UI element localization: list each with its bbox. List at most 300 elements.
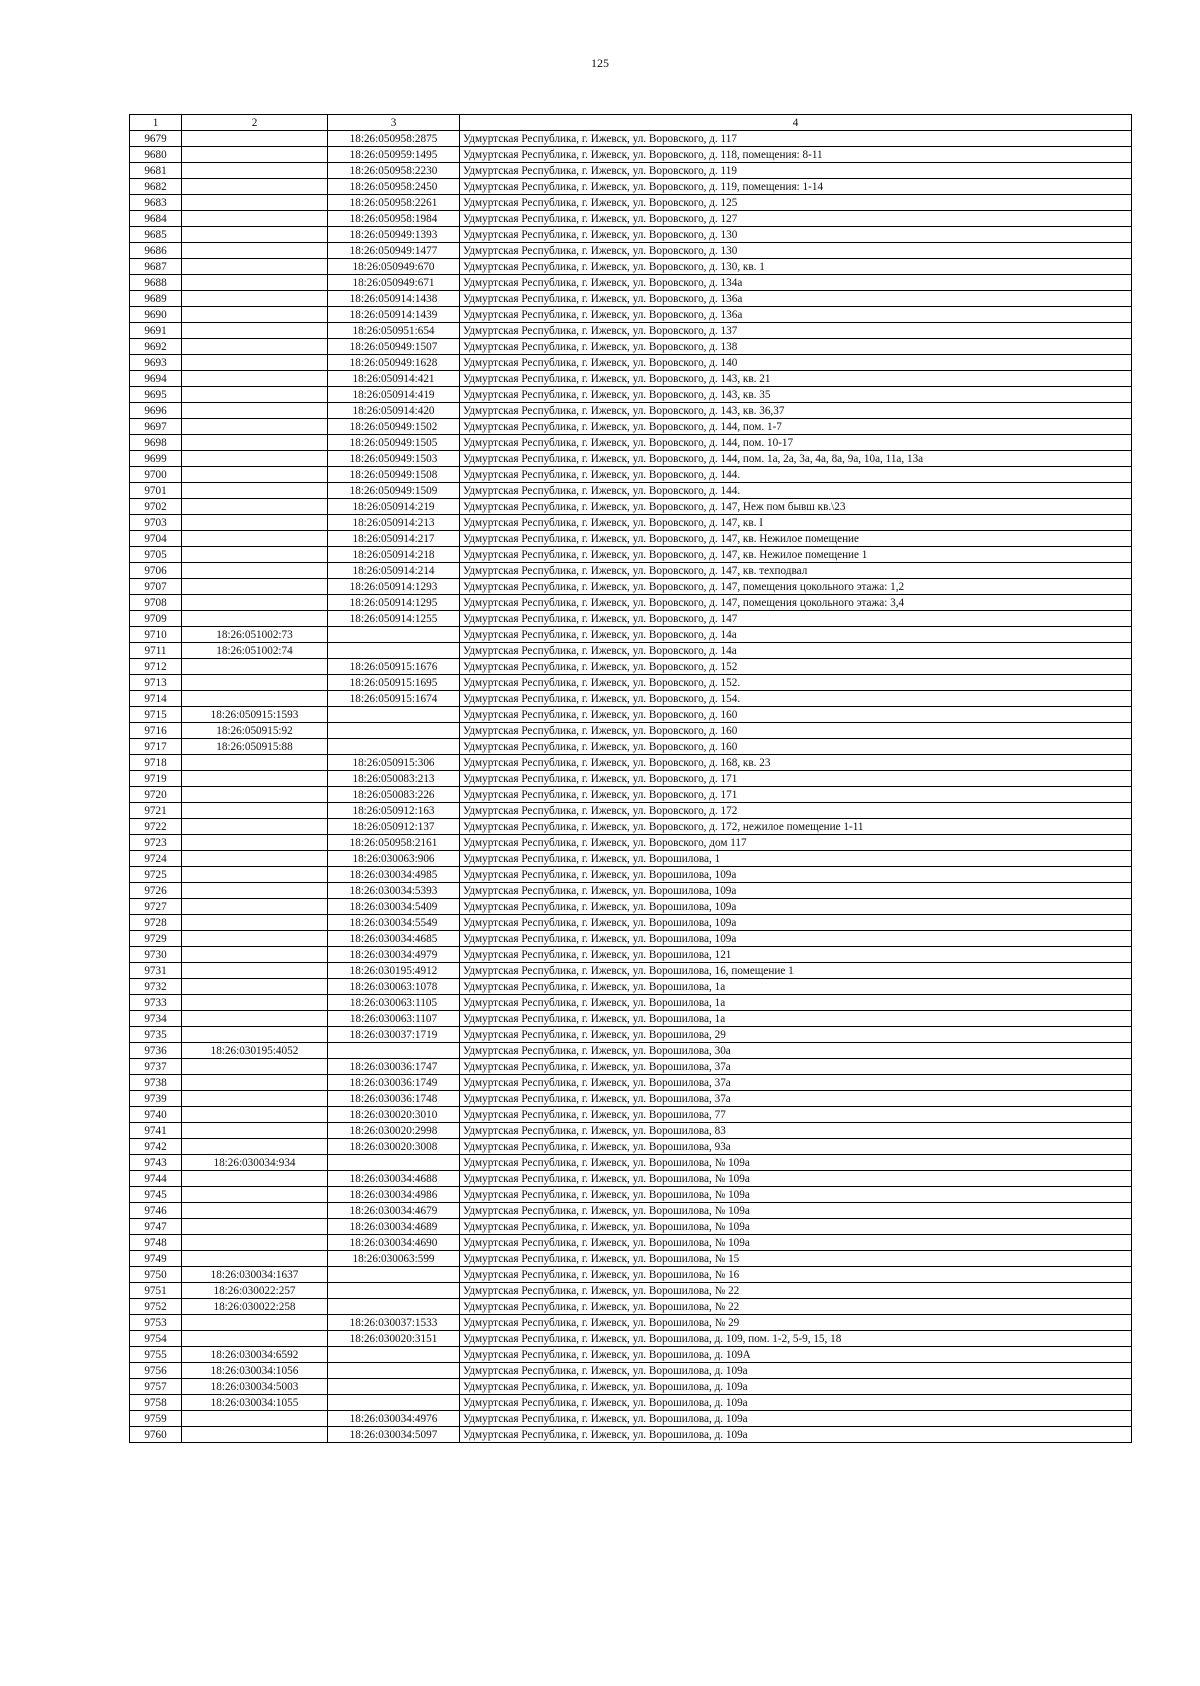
cadastral-number-col2-cell — [182, 611, 328, 627]
cadastral-number-col2-cell: 18:26:030034:5003 — [182, 1379, 328, 1395]
cadastral-number-col3-cell: 18:26:030034:5409 — [328, 899, 460, 915]
address-cell: Удмуртская Республика, г. Ижевск, ул. Ворошилова, № 22 — [460, 1299, 1132, 1315]
row-number-cell: 9734 — [130, 1011, 182, 1027]
address-cell: Удмуртская Республика, г. Ижевск, ул. Воровского, д. 136а — [460, 291, 1132, 307]
cadastral-number-col2-cell — [182, 1059, 328, 1075]
table-row — [130, 1219, 1132, 1235]
row-number-cell: 9758 — [130, 1395, 182, 1411]
table-row — [130, 595, 1132, 611]
cadastral-number-col3-cell: 18:26:030063:906 — [328, 851, 460, 867]
cadastral-number-col2-cell — [182, 1107, 328, 1123]
table-row — [130, 675, 1132, 691]
table-row — [130, 179, 1132, 195]
row-number-cell: 9708 — [130, 595, 182, 611]
cadastral-number-col3-cell: 18:26:050915:1695 — [328, 675, 460, 691]
cadastral-number-col2-cell — [182, 211, 328, 227]
cadastral-number-col2-cell — [182, 195, 328, 211]
table-row — [130, 1203, 1132, 1219]
address-cell: Удмуртская Республика, г. Ижевск, ул. Ворошилова, 1 — [460, 851, 1132, 867]
table-row — [130, 899, 1132, 915]
column-header-2: 2 — [182, 115, 328, 131]
row-number-cell: 9719 — [130, 771, 182, 787]
address-cell: Удмуртская Республика, г. Ижевск, ул. Воровского, д. 137 — [460, 323, 1132, 339]
cadastral-number-col2-cell — [182, 467, 328, 483]
address-cell: Удмуртская Республика, г. Ижевск, ул. Ворошилова, 1а — [460, 1011, 1132, 1027]
table-row — [130, 499, 1132, 515]
address-cell: Удмуртская Республика, г. Ижевск, ул. Ворошилова, 30а — [460, 1043, 1132, 1059]
cadastral-number-col3-cell: 18:26:050914:1295 — [328, 595, 460, 611]
row-number-cell: 9714 — [130, 691, 182, 707]
row-number-cell: 9729 — [130, 931, 182, 947]
cadastral-number-col2-cell — [182, 515, 328, 531]
address-cell: Удмуртская Республика, г. Ижевск, ул. Воровского, д. 147, кв. техподвал — [460, 563, 1132, 579]
table-row — [130, 627, 1132, 643]
cadastral-number-col2-cell — [182, 947, 328, 963]
address-cell: Удмуртская Республика, г. Ижевск, ул. Воровского, д. 171 — [460, 771, 1132, 787]
cadastral-number-col2-cell — [182, 371, 328, 387]
table-row — [130, 1283, 1132, 1299]
address-cell: Удмуртская Республика, г. Ижевск, ул. Воровского, д. 147, Неж пом бывш кв.\23 — [460, 499, 1132, 515]
cadastral-number-col2-cell — [182, 179, 328, 195]
cadastral-number-col3-cell — [328, 1395, 460, 1411]
table-row — [130, 643, 1132, 659]
cadastral-number-col3-cell: 18:26:030020:3010 — [328, 1107, 460, 1123]
table-row — [130, 1379, 1132, 1395]
address-cell: Удмуртская Республика, г. Ижевск, ул. Ворошилова, д. 109а — [460, 1395, 1132, 1411]
address-cell: Удмуртская Республика, г. Ижевск, ул. Воровского, д. 147, кв. Нежилое помещение 1 — [460, 547, 1132, 563]
address-cell: Удмуртская Республика, г. Ижевск, ул. Воровского, д. 130, кв. 1 — [460, 259, 1132, 275]
address-cell: Удмуртская Республика, г. Ижевск, ул. Воровского, д. 147, помещения цокольного этажа: 3,4 — [460, 595, 1132, 611]
table-row — [130, 1427, 1132, 1443]
table-row — [130, 1091, 1132, 1107]
cadastral-number-col3-cell: 18:26:030034:4685 — [328, 931, 460, 947]
table-row — [130, 291, 1132, 307]
table-row — [130, 1027, 1132, 1043]
table-row — [130, 611, 1132, 627]
row-number-cell: 9740 — [130, 1107, 182, 1123]
row-number-cell: 9704 — [130, 531, 182, 547]
row-number-cell: 9680 — [130, 147, 182, 163]
address-cell: Удмуртская Республика, г. Ижевск, ул. Ворошилова, № 29 — [460, 1315, 1132, 1331]
row-number-cell: 9726 — [130, 883, 182, 899]
cadastral-number-col2-cell: 18:26:030034:1056 — [182, 1363, 328, 1379]
column-header-1: 1 — [130, 115, 182, 131]
cadastral-number-col3-cell: 18:26:030034:4679 — [328, 1203, 460, 1219]
cadastral-number-col2-cell — [182, 307, 328, 323]
cadastral-number-col3-cell: 18:26:050949:1393 — [328, 227, 460, 243]
row-number-cell: 9703 — [130, 515, 182, 531]
address-cell: Удмуртская Республика, г. Ижевск, ул. Ворошилова, 1а — [460, 979, 1132, 995]
address-cell: Удмуртская Республика, г. Ижевск, ул. Воровского, д. 152 — [460, 659, 1132, 675]
cadastral-number-col3-cell: 18:26:030034:4689 — [328, 1219, 460, 1235]
table-row — [130, 1075, 1132, 1091]
cadastral-number-col3-cell: 18:26:050914:213 — [328, 515, 460, 531]
cadastral-number-col3-cell: 18:26:050958:2230 — [328, 163, 460, 179]
cadastral-number-col2-cell — [182, 1171, 328, 1187]
row-number-cell: 9684 — [130, 211, 182, 227]
row-number-cell: 9727 — [130, 899, 182, 915]
table-row — [130, 835, 1132, 851]
property-registry-table — [129, 114, 1132, 1443]
address-cell: Удмуртская Республика, г. Ижевск, ул. Воровского, д. 130 — [460, 227, 1132, 243]
table-row — [130, 739, 1132, 755]
address-cell: Удмуртская Республика, г. Ижевск, ул. Ворошилова, 37а — [460, 1075, 1132, 1091]
cadastral-number-col3-cell: 18:26:050958:2261 — [328, 195, 460, 211]
cadastral-number-col2-cell — [182, 147, 328, 163]
cadastral-number-col3-cell — [328, 1363, 460, 1379]
cadastral-number-col2-cell — [182, 1075, 328, 1091]
address-cell: Удмуртская Республика, г. Ижевск, ул. Воровского, д. 160 — [460, 739, 1132, 755]
row-number-cell: 9679 — [130, 131, 182, 147]
table-row — [130, 1139, 1132, 1155]
address-cell: Удмуртская Республика, г. Ижевск, ул. Воровского, д. 172, нежилое помещение 1-11 — [460, 819, 1132, 835]
row-number-cell: 9742 — [130, 1139, 182, 1155]
cadastral-number-col2-cell — [182, 531, 328, 547]
address-cell: Удмуртская Республика, г. Ижевск, ул. Ворошилова, 16, помещение 1 — [460, 963, 1132, 979]
table-row — [130, 1331, 1132, 1347]
row-number-cell: 9690 — [130, 307, 182, 323]
address-cell: Удмуртская Республика, г. Ижевск, ул. Ворошилова, д. 109, пом. 1-2, 5-9, 15, 18 — [460, 1331, 1132, 1347]
cadastral-number-col2-cell — [182, 403, 328, 419]
row-number-cell: 9741 — [130, 1123, 182, 1139]
cadastral-number-col2-cell — [182, 355, 328, 371]
table-row — [130, 515, 1132, 531]
table-row — [130, 1395, 1132, 1411]
cadastral-number-col2-cell — [182, 1315, 328, 1331]
address-cell: Удмуртская Республика, г. Ижевск, ул. Ворошилова, д. 109а — [460, 1379, 1132, 1395]
cadastral-number-col2-cell — [182, 387, 328, 403]
cadastral-number-col2-cell — [182, 435, 328, 451]
address-cell: Удмуртская Республика, г. Ижевск, ул. Воровского, д. 119, помещения: 1-14 — [460, 179, 1132, 195]
table-row — [130, 579, 1132, 595]
row-number-cell: 9748 — [130, 1235, 182, 1251]
cadastral-number-col3-cell: 18:26:050958:2161 — [328, 835, 460, 851]
address-cell: Удмуртская Республика, г. Ижевск, ул. Ворошилова, № 109а — [460, 1171, 1132, 1187]
cadastral-number-col2-cell — [182, 1411, 328, 1427]
cadastral-number-col2-cell — [182, 243, 328, 259]
cadastral-number-col3-cell: 18:26:030063:1107 — [328, 1011, 460, 1027]
table-row — [130, 915, 1132, 931]
table-row — [130, 963, 1132, 979]
address-cell: Удмуртская Республика, г. Ижевск, ул. Ворошилова, № 15 — [460, 1251, 1132, 1267]
row-number-cell: 9700 — [130, 467, 182, 483]
table-row — [130, 1187, 1132, 1203]
cadastral-number-col2-cell — [182, 819, 328, 835]
cadastral-number-col3-cell: 18:26:030034:5549 — [328, 915, 460, 931]
address-cell: Удмуртская Республика, г. Ижевск, ул. Воровского, д. 160 — [460, 723, 1132, 739]
table-row — [130, 1299, 1132, 1315]
address-cell: Удмуртская Республика, г. Ижевск, ул. Ворошилова, 37а — [460, 1059, 1132, 1075]
row-number-cell: 9710 — [130, 627, 182, 643]
cadastral-number-col3-cell: 18:26:050949:1508 — [328, 467, 460, 483]
cadastral-number-col3-cell — [328, 1267, 460, 1283]
address-cell: Удмуртская Республика, г. Ижевск, ул. Воровского, д. 147, кв. Нежилое помещение — [460, 531, 1132, 547]
cadastral-number-col2-cell: 18:26:050915:1593 — [182, 707, 328, 723]
address-cell: Удмуртская Республика, г. Ижевск, ул. Воровского, д. 160 — [460, 707, 1132, 723]
address-cell: Удмуртская Республика, г. Ижевск, ул. Ворошилова, 83 — [460, 1123, 1132, 1139]
row-number-cell: 9711 — [130, 643, 182, 659]
cadastral-number-col2-cell — [182, 835, 328, 851]
table-row — [130, 1059, 1132, 1075]
cadastral-number-col3-cell: 18:26:050949:1628 — [328, 355, 460, 371]
table-row — [130, 227, 1132, 243]
cadastral-number-col2-cell — [182, 131, 328, 147]
cadastral-number-col3-cell: 18:26:030020:3151 — [328, 1331, 460, 1347]
cadastral-number-col2-cell — [182, 1219, 328, 1235]
cadastral-number-col2-cell — [182, 867, 328, 883]
address-cell: Удмуртская Республика, г. Ижевск, ул. Ворошилова, № 109а — [460, 1155, 1132, 1171]
cadastral-number-col2-cell: 18:26:030034:1637 — [182, 1267, 328, 1283]
address-cell: Удмуртская Республика, г. Ижевск, ул. Воровского, д. 144, пом. 10-17 — [460, 435, 1132, 451]
cadastral-number-col3-cell: 18:26:050949:671 — [328, 275, 460, 291]
row-number-cell: 9751 — [130, 1283, 182, 1299]
row-number-cell: 9709 — [130, 611, 182, 627]
cadastral-number-col2-cell: 18:26:051002:73 — [182, 627, 328, 643]
table-row — [130, 323, 1132, 339]
cadastral-number-col3-cell — [328, 739, 460, 755]
table-row — [130, 931, 1132, 947]
address-cell: Удмуртская Республика, г. Ижевск, ул. Ворошилова, 77 — [460, 1107, 1132, 1123]
row-number-cell: 9716 — [130, 723, 182, 739]
cadastral-number-col2-cell — [182, 227, 328, 243]
row-number-cell: 9717 — [130, 739, 182, 755]
cadastral-number-col2-cell — [182, 883, 328, 899]
address-cell: Удмуртская Республика, г. Ижевск, ул. Воровского, д. 172 — [460, 803, 1132, 819]
row-number-cell: 9712 — [130, 659, 182, 675]
page-number: 125 — [591, 56, 609, 70]
table-row — [130, 995, 1132, 1011]
cadastral-number-col3-cell: 18:26:050083:226 — [328, 787, 460, 803]
table-row — [130, 723, 1132, 739]
row-number-cell: 9705 — [130, 547, 182, 563]
table-row — [130, 803, 1132, 819]
address-cell: Удмуртская Республика, г. Ижевск, ул. Воровского, д. 147, помещения цокольного этажа: 1,2 — [460, 579, 1132, 595]
address-cell: Удмуртская Республика, г. Ижевск, ул. Воровского, д. 134а — [460, 275, 1132, 291]
cadastral-number-col3-cell: 18:26:050949:1509 — [328, 483, 460, 499]
address-cell: Удмуртская Республика, г. Ижевск, ул. Ворошилова, д. 109а — [460, 1411, 1132, 1427]
row-number-cell: 9747 — [130, 1219, 182, 1235]
table-row — [130, 339, 1132, 355]
header-row — [130, 115, 1132, 131]
cadastral-number-col3-cell: 18:26:030063:1078 — [328, 979, 460, 995]
cadastral-number-col3-cell: 18:26:030063:599 — [328, 1251, 460, 1267]
cadastral-number-col2-cell — [182, 563, 328, 579]
address-cell: Удмуртская Республика, г. Ижевск, ул. Ворошилова, 109а — [460, 915, 1132, 931]
table-row — [130, 147, 1132, 163]
cadastral-number-col3-cell: 18:26:050949:1507 — [328, 339, 460, 355]
cadastral-number-col3-cell: 18:26:050083:213 — [328, 771, 460, 787]
address-cell: Удмуртская Республика, г. Ижевск, ул. Ворошилова, 93а — [460, 1139, 1132, 1155]
row-number-cell: 9760 — [130, 1427, 182, 1443]
row-number-cell: 9733 — [130, 995, 182, 1011]
cadastral-number-col2-cell — [182, 979, 328, 995]
table-row — [130, 1251, 1132, 1267]
cadastral-number-col2-cell — [182, 499, 328, 515]
cadastral-number-col3-cell: 18:26:050912:137 — [328, 819, 460, 835]
table-row — [130, 403, 1132, 419]
cadastral-number-col3-cell: 18:26:050949:1503 — [328, 451, 460, 467]
table-row — [130, 387, 1132, 403]
cadastral-number-col3-cell: 18:26:050949:1505 — [328, 435, 460, 451]
cadastral-number-col2-cell — [182, 323, 328, 339]
address-cell: Удмуртская Республика, г. Ижевск, ул. Воровского, д. 14а — [460, 643, 1132, 659]
row-number-cell: 9694 — [130, 371, 182, 387]
cadastral-number-col3-cell: 18:26:030034:5097 — [328, 1427, 460, 1443]
table-row — [130, 787, 1132, 803]
cadastral-number-col3-cell: 18:26:030034:4976 — [328, 1411, 460, 1427]
cadastral-number-col2-cell — [182, 995, 328, 1011]
address-cell: Удмуртская Республика, г. Ижевск, ул. Воровского, д. 140 — [460, 355, 1132, 371]
row-number-cell: 9683 — [130, 195, 182, 211]
row-number-cell: 9720 — [130, 787, 182, 803]
cadastral-number-col3-cell: 18:26:050914:217 — [328, 531, 460, 547]
cadastral-number-col2-cell: 18:26:051002:74 — [182, 643, 328, 659]
table-row — [130, 659, 1132, 675]
table-row — [130, 435, 1132, 451]
table-row — [130, 1411, 1132, 1427]
cadastral-number-col3-cell — [328, 1299, 460, 1315]
cadastral-number-col2-cell — [182, 275, 328, 291]
cadastral-number-col3-cell: 18:26:050949:1477 — [328, 243, 460, 259]
table-row — [130, 1171, 1132, 1187]
table-row — [130, 1107, 1132, 1123]
row-number-cell: 9707 — [130, 579, 182, 595]
row-number-cell: 9745 — [130, 1187, 182, 1203]
column-header-3: 3 — [328, 115, 460, 131]
table-row — [130, 211, 1132, 227]
row-number-cell: 9722 — [130, 819, 182, 835]
address-cell: Удмуртская Республика, г. Ижевск, ул. Ворошилова, № 109а — [460, 1203, 1132, 1219]
row-number-cell: 9756 — [130, 1363, 182, 1379]
table-row — [130, 755, 1132, 771]
row-number-cell: 9731 — [130, 963, 182, 979]
address-cell: Удмуртская Республика, г. Ижевск, ул. Воровского, д. 143, кв. 35 — [460, 387, 1132, 403]
table-row — [130, 867, 1132, 883]
row-number-cell: 9721 — [130, 803, 182, 819]
cadastral-number-col2-cell — [182, 1427, 328, 1443]
cadastral-number-col3-cell: 18:26:030034:4690 — [328, 1235, 460, 1251]
row-number-cell: 9754 — [130, 1331, 182, 1347]
row-number-cell: 9728 — [130, 915, 182, 931]
cadastral-number-col2-cell — [182, 1091, 328, 1107]
table-row — [130, 819, 1132, 835]
cadastral-number-col2-cell — [182, 595, 328, 611]
address-cell: Удмуртская Республика, г. Ижевск, ул. Воровского, д. 119 — [460, 163, 1132, 179]
row-number-cell: 9749 — [130, 1251, 182, 1267]
row-number-cell: 9718 — [130, 755, 182, 771]
table-row — [130, 163, 1132, 179]
table-row — [130, 1363, 1132, 1379]
cadastral-number-col2-cell — [182, 1123, 328, 1139]
table-row — [130, 275, 1132, 291]
cadastral-number-col2-cell — [182, 771, 328, 787]
table-row — [130, 483, 1132, 499]
cadastral-number-col3-cell — [328, 707, 460, 723]
address-cell: Удмуртская Республика, г. Ижевск, ул. Воровского, д. 127 — [460, 211, 1132, 227]
row-number-cell: 9732 — [130, 979, 182, 995]
cadastral-number-col2-cell — [182, 659, 328, 675]
cadastral-number-col2-cell — [182, 1011, 328, 1027]
cadastral-number-col2-cell — [182, 163, 328, 179]
address-cell: Удмуртская Республика, г. Ижевск, ул. Ворошилова, д. 109а — [460, 1363, 1132, 1379]
cadastral-number-col3-cell — [328, 723, 460, 739]
row-number-cell: 9737 — [130, 1059, 182, 1075]
table-row — [130, 243, 1132, 259]
cadastral-number-col3-cell: 18:26:050914:218 — [328, 547, 460, 563]
table-row — [130, 1267, 1132, 1283]
cadastral-number-col2-cell — [182, 675, 328, 691]
table-row — [130, 707, 1132, 723]
address-cell: Удмуртская Республика, г. Ижевск, ул. Воровского, д. 136а — [460, 307, 1132, 323]
cadastral-number-col2-cell — [182, 1187, 328, 1203]
row-number-cell: 9738 — [130, 1075, 182, 1091]
table-body — [130, 131, 1132, 1443]
cadastral-number-col3-cell — [328, 1155, 460, 1171]
cadastral-number-col2-cell — [182, 259, 328, 275]
cadastral-number-col2-cell — [182, 1139, 328, 1155]
address-cell: Удмуртская Республика, г. Ижевск, ул. Воровского, д. 14а — [460, 627, 1132, 643]
table-row — [130, 691, 1132, 707]
row-number-cell: 9688 — [130, 275, 182, 291]
row-number-cell: 9753 — [130, 1315, 182, 1331]
cadastral-number-col2-cell: 18:26:030022:257 — [182, 1283, 328, 1299]
row-number-cell: 9681 — [130, 163, 182, 179]
address-cell: Удмуртская Республика, г. Ижевск, ул. Воровского, д. 143, кв. 36,37 — [460, 403, 1132, 419]
cadastral-number-col2-cell — [182, 1235, 328, 1251]
cadastral-number-col2-cell — [182, 1203, 328, 1219]
cadastral-number-col3-cell: 18:26:050914:1439 — [328, 307, 460, 323]
row-number-cell: 9743 — [130, 1155, 182, 1171]
row-number-cell: 9689 — [130, 291, 182, 307]
cadastral-number-col3-cell — [328, 1043, 460, 1059]
row-number-cell: 9759 — [130, 1411, 182, 1427]
cadastral-number-col3-cell: 18:26:030034:5393 — [328, 883, 460, 899]
cadastral-number-col3-cell: 18:26:050914:219 — [328, 499, 460, 515]
table-row — [130, 1011, 1132, 1027]
cadastral-number-col3-cell — [328, 1347, 460, 1363]
address-cell: Удмуртская Республика, г. Ижевск, ул. Ворошилова, № 109а — [460, 1187, 1132, 1203]
row-number-cell: 9698 — [130, 435, 182, 451]
cadastral-number-col2-cell: 18:26:030034:1055 — [182, 1395, 328, 1411]
address-cell: Удмуртская Республика, г. Ижевск, ул. Ворошилова, 37а — [460, 1091, 1132, 1107]
row-number-cell: 9702 — [130, 499, 182, 515]
table-row — [130, 195, 1132, 211]
cadastral-number-col2-cell — [182, 451, 328, 467]
address-cell: Удмуртская Республика, г. Ижевск, ул. Воровского, д. 168, кв. 23 — [460, 755, 1132, 771]
cadastral-number-col3-cell: 18:26:030063:1105 — [328, 995, 460, 1011]
cadastral-number-col2-cell — [182, 915, 328, 931]
address-cell: Удмуртская Республика, г. Ижевск, ул. Воровского, д. 117 — [460, 131, 1132, 147]
address-cell: Удмуртская Республика, г. Ижевск, ул. Ворошилова, № 16 — [460, 1267, 1132, 1283]
cadastral-number-col3-cell: 18:26:050914:421 — [328, 371, 460, 387]
row-number-cell: 9724 — [130, 851, 182, 867]
address-cell: Удмуртская Республика, г. Ижевск, ул. Воровского, д. 118, помещения: 8-11 — [460, 147, 1132, 163]
address-cell: Удмуртская Республика, г. Ижевск, ул. Ворошилова, д. 109а — [460, 1427, 1132, 1443]
address-cell: Удмуртская Республика, г. Ижевск, ул. Воровского, д. 147, кв. I — [460, 515, 1132, 531]
table-row — [130, 419, 1132, 435]
address-cell: Удмуртская Республика, г. Ижевск, ул. Ворошилова, № 109а — [460, 1235, 1132, 1251]
cadastral-number-col3-cell: 18:26:050951:654 — [328, 323, 460, 339]
cadastral-number-col2-cell — [182, 691, 328, 707]
cadastral-number-col2-cell — [182, 803, 328, 819]
cadastral-number-col3-cell: 18:26:050912:163 — [328, 803, 460, 819]
address-cell: Удмуртская Республика, г. Ижевск, ул. Воровского, д. 125 — [460, 195, 1132, 211]
address-cell: Удмуртская Республика, г. Ижевск, ул. Ворошилова, 109а — [460, 899, 1132, 915]
cadastral-number-col2-cell — [182, 579, 328, 595]
cadastral-number-col2-cell: 18:26:030195:4052 — [182, 1043, 328, 1059]
row-number-cell: 9725 — [130, 867, 182, 883]
table-row — [130, 451, 1132, 467]
